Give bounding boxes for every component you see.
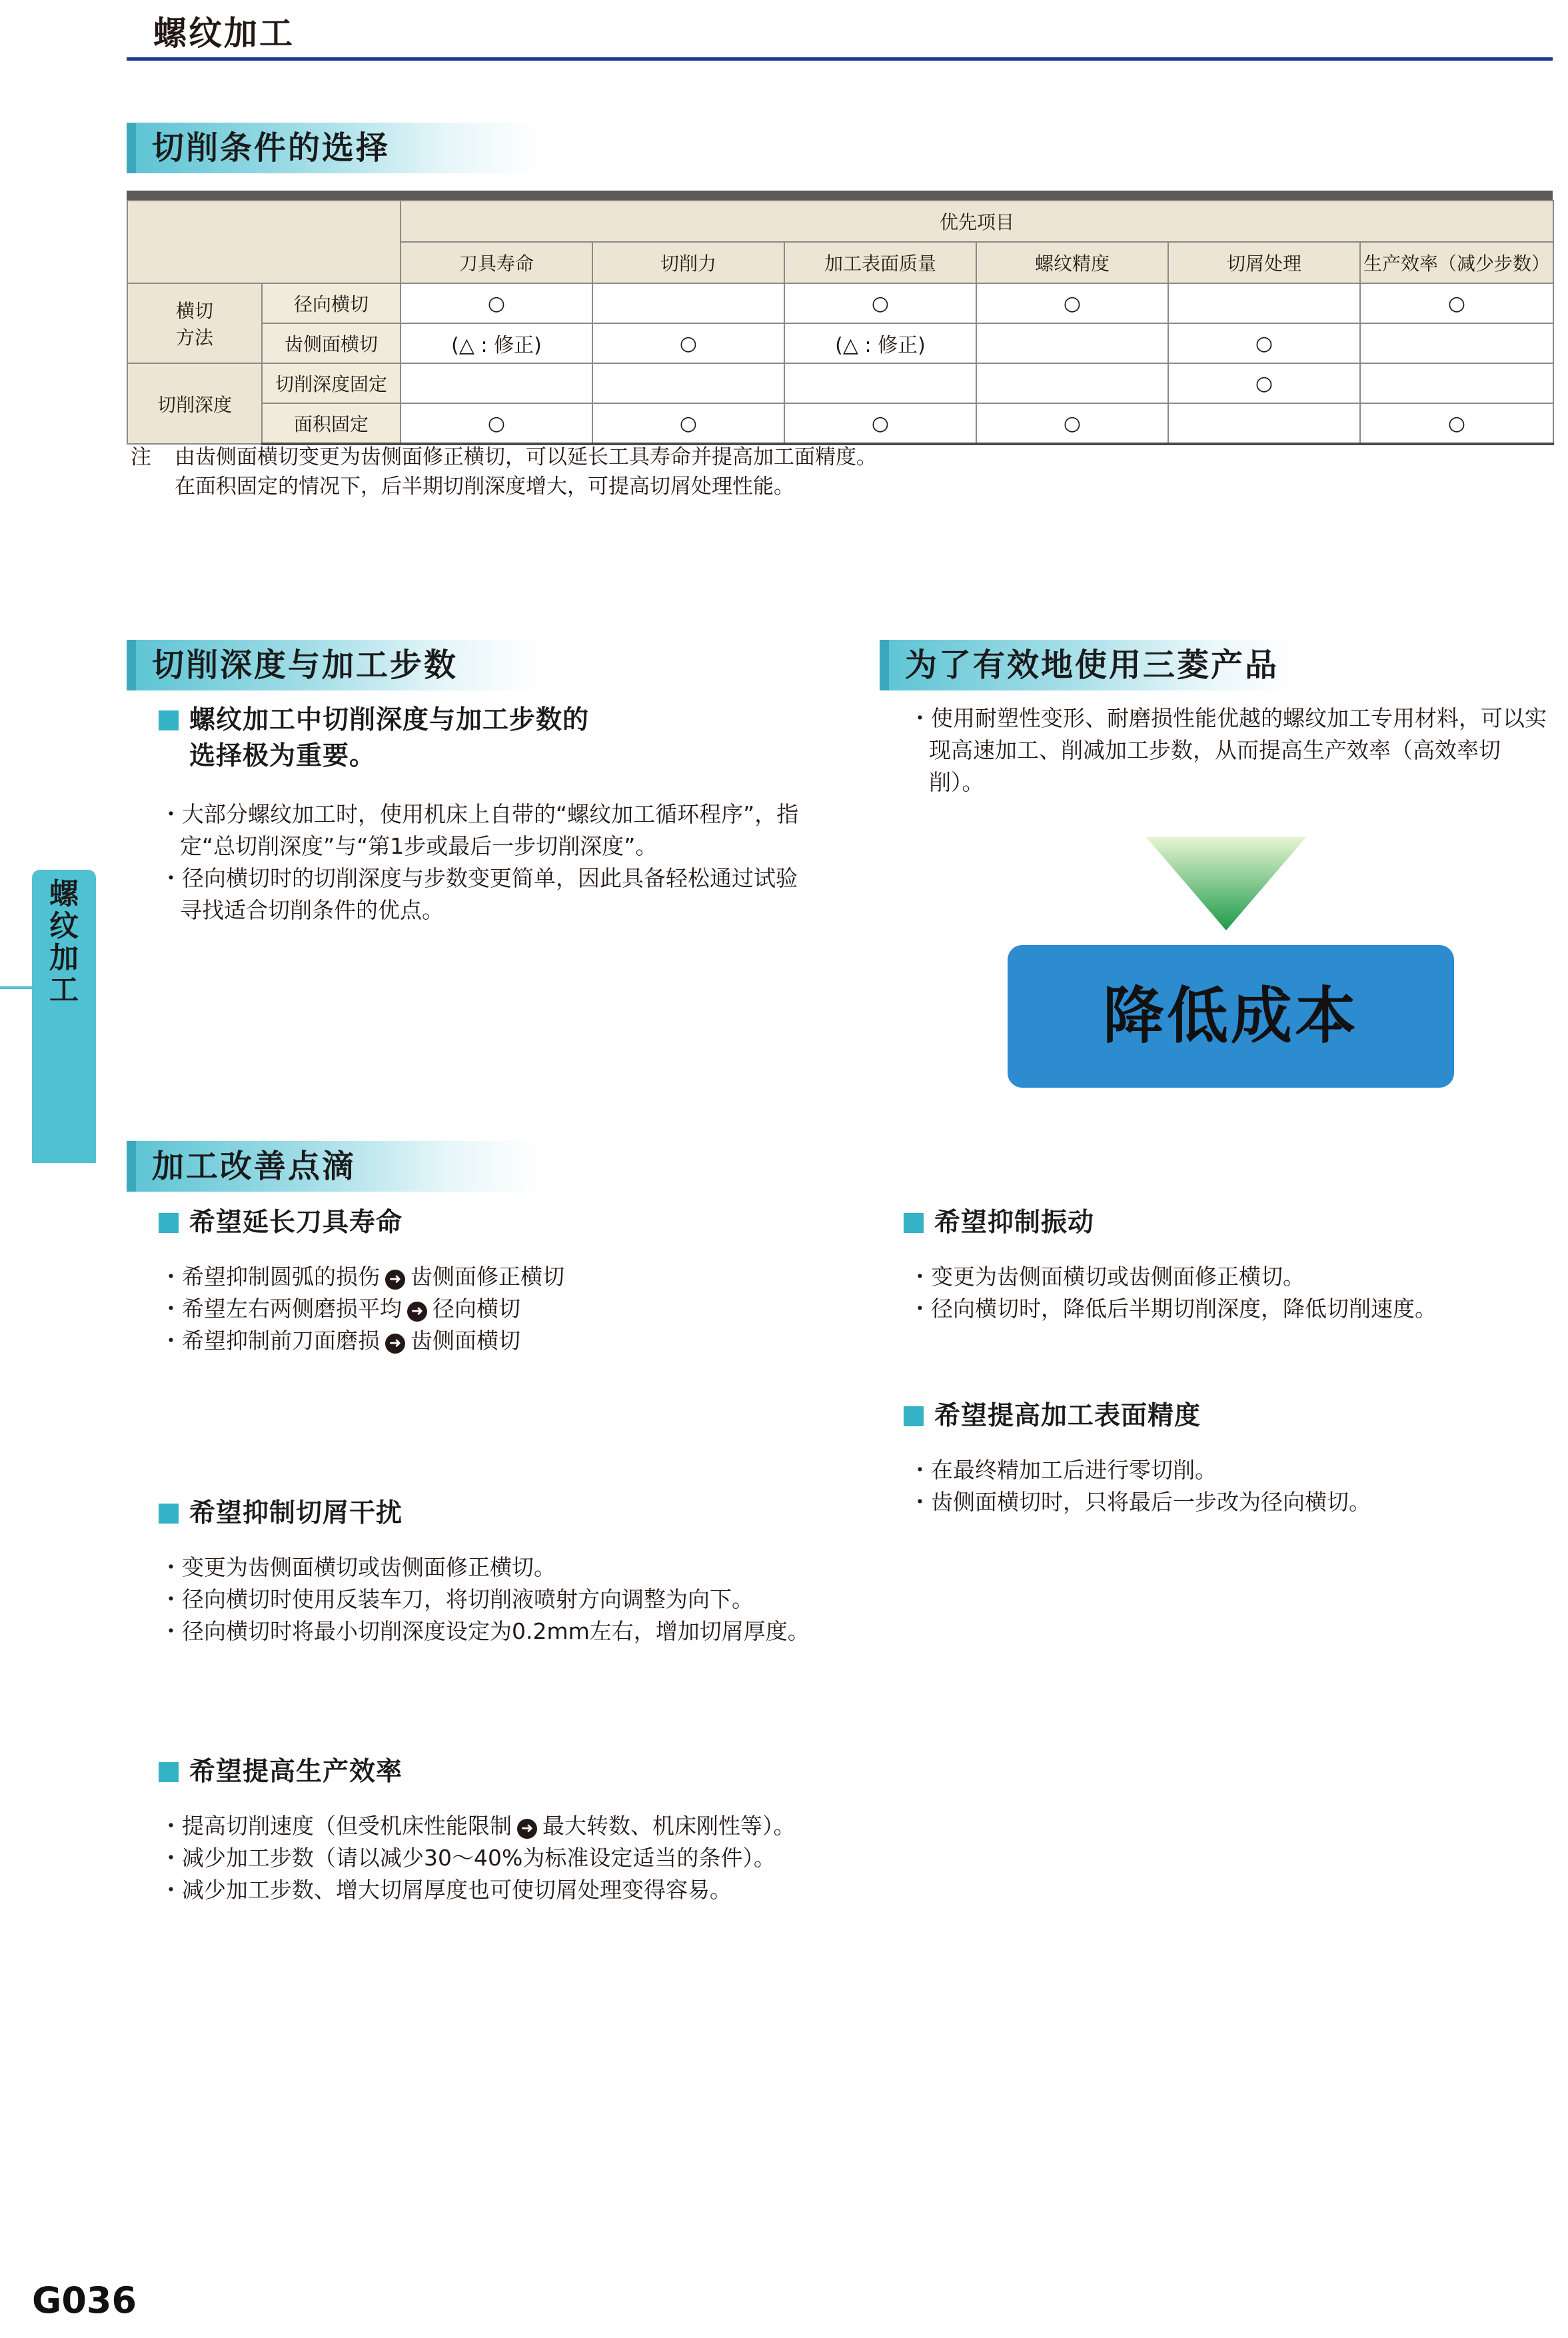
column-header: 刀具寿命 — [400, 242, 592, 283]
table-cell — [1168, 403, 1360, 444]
side-tab-label: 螺 纹 加 工 — [49, 877, 79, 1007]
list-item: ・减少加工步数、增大切屑厚度也可使切屑处理变得容易。 — [160, 1877, 732, 1903]
row-group-label: 切削深度 — [127, 363, 262, 444]
list-item: ・希望抑制圆弧的损伤 ➜ 齿侧面修正横切 — [160, 1264, 564, 1290]
square-bullet-icon — [159, 710, 179, 730]
section-title-mitsubishi-products: 为了有效地使用三菱产品 — [880, 640, 1386, 690]
list-item: ・径向横切时，降低后半期切削深度，降低切削速度。 — [909, 1296, 1437, 1322]
table-cell: ○ — [592, 403, 784, 444]
row-label: 齿侧面横切 — [262, 323, 400, 363]
list-item: ・变更为齿侧面横切或齿侧面修正横切。 — [909, 1264, 1305, 1290]
square-bullet-icon — [159, 1213, 179, 1233]
list-item: ・大部分螺纹加工时，使用机床上自带的“螺纹加工循环程序”，指定“总切削深度”与“第1步或最后一步切削深度”。 — [160, 801, 799, 859]
cutting-conditions-table — [127, 200, 1554, 445]
column-header: 切削力 — [592, 242, 784, 283]
table-cell: ○ — [400, 283, 592, 323]
section-title-depth-steps: 切削深度与加工步数 — [127, 640, 580, 690]
list-item: ・变更为齿侧面横切或齿侧面修正横切。 — [160, 1554, 556, 1580]
vibration-bullets — [909, 1261, 1549, 1325]
table-row — [127, 283, 1553, 323]
right-arrow-icon: ➜ — [385, 1270, 405, 1290]
table-cell: ○ — [1168, 363, 1360, 403]
table-cell — [976, 363, 1168, 403]
list-item: ・减少加工步数（请以减少30～40%为标准设定适当的条件）。 — [160, 1845, 776, 1871]
square-bullet-icon — [904, 1213, 924, 1233]
table-row — [127, 363, 1553, 403]
table-cell — [592, 283, 784, 323]
list-item: ・径向横切时的切削深度与步数变更简单，因此具备轻松通过试验寻找适合切削条件的优点。 — [160, 865, 798, 923]
table-cell: ○ — [976, 403, 1168, 444]
row-group-label: 横切 方法 — [127, 283, 262, 363]
table-cell — [1168, 283, 1360, 323]
table-cell — [1360, 363, 1553, 403]
right-arrow-icon: ➜ — [385, 1334, 405, 1354]
chip-interference-bullets — [160, 1552, 826, 1648]
table-cell: ○ — [784, 283, 976, 323]
square-bullet-icon — [159, 1762, 179, 1782]
column-header: 切屑处理 — [1168, 242, 1360, 283]
tip-heading-tool-life: 希望延长刀具寿命 — [159, 1205, 402, 1241]
tip-heading-chip-interference: 希望抑制切屑干扰 — [159, 1496, 402, 1532]
table-group-header: 优先项目 — [400, 201, 1553, 242]
table-row — [127, 323, 1553, 363]
list-item: ・齿侧面横切时，只将最后一步改为径向横切。 — [909, 1489, 1371, 1515]
table-cell: ○ — [976, 283, 1168, 323]
table-cell: ○ — [592, 323, 784, 363]
row-label: 面积固定 — [262, 403, 400, 444]
table-cell: ○ — [1360, 403, 1553, 444]
section-title-cutting-conditions: 切削条件的选择 — [127, 123, 553, 173]
table-top-bar — [127, 191, 1553, 200]
table-cell: (△ : 修正) — [784, 323, 976, 363]
page-number: G036 — [32, 2279, 137, 2321]
column-header: 螺纹精度 — [976, 242, 1168, 283]
tip-heading-productivity: 希望提高生产效率 — [159, 1754, 402, 1790]
table-cell: ○ — [400, 403, 592, 444]
section-title-improvement-tips: 加工改善点滴 — [127, 1141, 540, 1192]
list-item: ・径向横切时使用反装车刀，将切削液喷射方向调整为向下。 — [160, 1586, 754, 1612]
list-item: ・使用耐塑性变形、耐磨损性能优越的螺纹加工专用材料，可以实现高速加工、削减加工步数，从而提高生产效率（高效率切削）。 — [909, 705, 1547, 795]
table-cell — [1360, 323, 1553, 363]
subheading-depth-importance: 螺纹加工中切削深度与加工步数的 选择极为重要。 — [159, 702, 825, 774]
tip-heading-surface-accuracy: 希望提高加工表面精度 — [904, 1398, 1201, 1434]
surface-accuracy-bullets — [909, 1454, 1549, 1518]
table-cell — [400, 363, 592, 403]
right-arrow-icon: ➜ — [517, 1819, 537, 1839]
page-title: 螺纹加工 — [153, 14, 295, 53]
table-notes — [175, 443, 1547, 501]
row-label: 径向横切 — [262, 283, 400, 323]
header-rule — [127, 57, 1553, 61]
table-note-label: 注 — [131, 445, 151, 469]
list-item: ・径向横切时将最小切削深度设定为0.2mm左右，增加切屑厚度。 — [160, 1618, 810, 1644]
depth-steps-bullets — [160, 798, 813, 926]
tool-life-bullets — [160, 1261, 826, 1357]
mitsubishi-bullets — [909, 702, 1555, 798]
list-item: ・希望左右两侧磨损平均 ➜ 径向横切 — [160, 1296, 520, 1322]
table-cell: ○ — [1360, 283, 1553, 323]
tip-heading-vibration: 希望抑制振动 — [904, 1205, 1094, 1241]
row-label: 切削深度固定 — [262, 363, 400, 403]
list-item: ・提高切削速度（但受机床性能限制 ➜ 最大转数、机床刚性等）。 — [160, 1813, 796, 1839]
column-header: 生产效率（减少步数） — [1360, 242, 1553, 283]
table-cell — [976, 323, 1168, 363]
list-item: ・希望抑制前刀面磨损 ➜ 齿侧面横切 — [160, 1328, 520, 1354]
table-corner — [127, 201, 400, 283]
table-cell: ○ — [1168, 323, 1360, 363]
down-arrow-icon — [1146, 837, 1306, 930]
column-header: 加工表面质量 — [784, 242, 976, 283]
note-line: 在面积固定的情况下，后半期切削深度增大，可提高切屑处理性能。 — [175, 475, 794, 499]
cost-reduction-box: 降低成本 — [1008, 945, 1454, 1088]
table-cell: (△ : 修正) — [400, 323, 592, 363]
table-row — [127, 403, 1553, 444]
table-cell: ○ — [784, 403, 976, 444]
note-line: 由齿侧面横切变更为齿侧面修正横切，可以延长工具寿命并提高加工面精度。 — [175, 445, 877, 469]
productivity-bullets — [160, 1810, 893, 1906]
table-cell — [784, 363, 976, 403]
square-bullet-icon — [159, 1504, 179, 1524]
right-arrow-icon: ➜ — [407, 1302, 427, 1322]
square-bullet-icon — [904, 1406, 924, 1426]
table-cell — [592, 363, 784, 403]
list-item: ・在最终精加工后进行零切削。 — [909, 1457, 1217, 1483]
